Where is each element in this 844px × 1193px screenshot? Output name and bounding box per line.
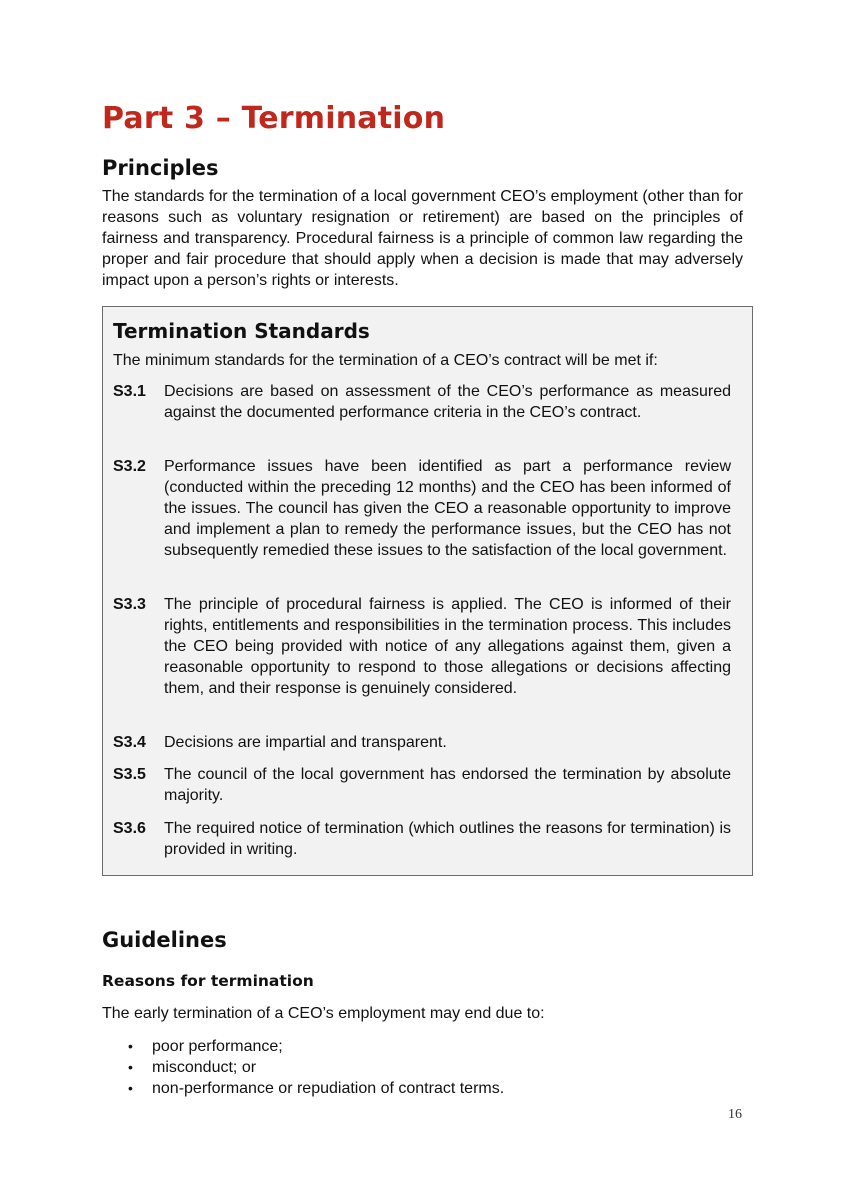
standard-text: The council of the local government has endorsed the termination by absolute majority. <box>164 766 731 804</box>
standard-item <box>113 732 731 753</box>
principles-paragraph: The standards for the termination of a local government CEO’s employment (other than for reasons such as voluntary resignation or retirement) are based on the principles of fairness and transparency. Procedural fairness is a principle of common law regarding the proper and fair procedure that should apply when a decision is made that may adversely impact upon a person’s rights or interests. <box>102 188 743 289</box>
standard-code: S3.4 <box>113 734 146 751</box>
standard-code: S3.6 <box>113 820 146 837</box>
standard-code: S3.5 <box>113 766 146 783</box>
bullet-icon: • <box>128 1080 133 1096</box>
standard-text: Performance issues have been identified as part a performance review (conducted within the preceding 12 months) and the CEO has been informed of the issues. The council has given the CEO a reasonable opportunity to improve and implement a plan to remedy the performance issues, but the CEO has not subsequently remedied these issues to the satisfaction of the local government. <box>164 458 731 559</box>
part-title: Part 3 – Termination <box>102 101 446 136</box>
list-item-text: poor performance; <box>152 1038 283 1055</box>
reasons-list <box>102 1036 504 1099</box>
bullet-icon: • <box>128 1038 133 1054</box>
termination-standards-box <box>102 306 753 876</box>
guidelines-heading: Guidelines <box>102 928 227 952</box>
list-item <box>102 1078 504 1099</box>
standard-text: The required notice of termination (which outlines the reasons for termination) is provided in writing. <box>164 820 731 858</box>
standard-code: S3.3 <box>113 596 146 613</box>
standard-item <box>113 818 731 860</box>
standard-item <box>113 764 731 806</box>
standard-text: Decisions are based on assessment of the CEO’s performance as measured against the documented performance criteria in the CEO’s contract. <box>164 383 731 421</box>
standard-code: S3.2 <box>113 458 146 475</box>
list-item <box>102 1057 504 1078</box>
list-item-text: misconduct; or <box>152 1059 257 1076</box>
reasons-subheading: Reasons for termination <box>102 972 314 990</box>
principles-heading: Principles <box>102 156 219 180</box>
list-item-text: non-performance or repudiation of contract terms. <box>152 1080 505 1097</box>
page-number: 16 <box>728 1107 742 1122</box>
bullet-icon: • <box>128 1059 133 1075</box>
guidelines-intro: The early termination of a CEO’s employment may end due to: <box>102 1005 545 1022</box>
standards-box-intro: The minimum standards for the termination of a CEO’s contract will be met if: <box>113 352 658 369</box>
standard-item <box>113 456 731 561</box>
standard-text: The principle of procedural fairness is applied. The CEO is informed of their rights, entitlements and responsibilities in the termination process. This includes the CEO being provided with notice of any allegations against them, given a reasonable opportunity to respond to those allegations or decisions affecting them, and their response is genuinely considered. <box>164 596 731 697</box>
standard-text: Decisions are impartial and transparent. <box>164 734 447 751</box>
standards-box-title: Termination Standards <box>113 319 370 343</box>
standard-item <box>113 594 731 699</box>
standard-code: S3.1 <box>113 383 146 400</box>
standard-item <box>113 381 731 423</box>
list-item <box>102 1036 504 1057</box>
